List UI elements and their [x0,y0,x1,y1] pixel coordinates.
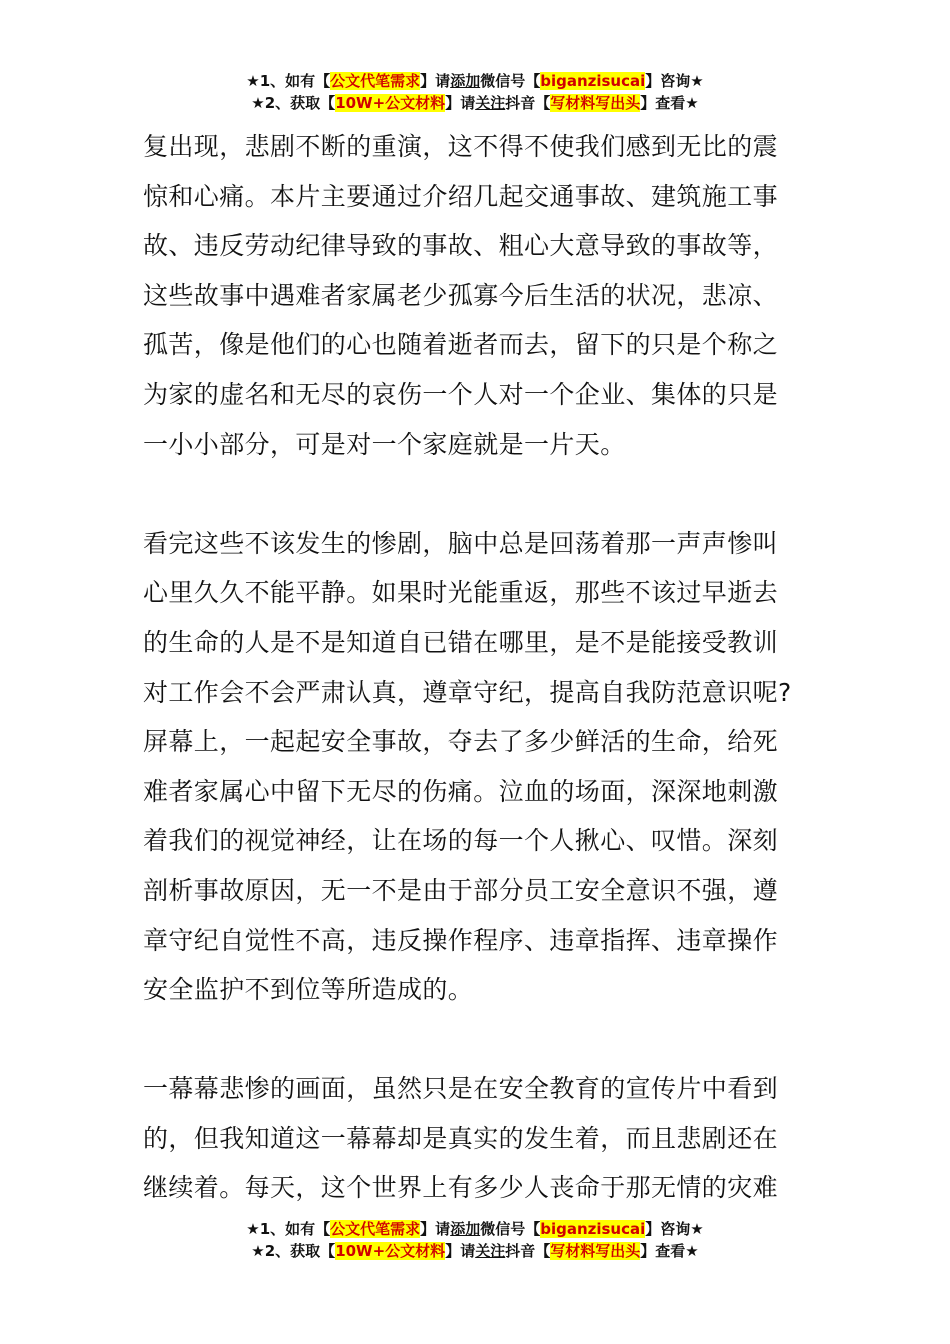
banner-emphasis: 添加 [450,1220,481,1238]
banner-highlight: 10W+公文材料 [335,94,446,112]
text-line: 复出现，悲剧不断的重演，这不得不使我们感到无比的震 [143,132,779,161]
banner-text: 】请 [445,94,476,112]
banner-text: 】咨询★ [645,1220,704,1238]
banner-line-2 [0,92,950,114]
text-line: 的，但我知道这一幕幕却是真实的发生着，而且悲剧还在 [143,1123,779,1153]
text-line: 剖析事故原因，无一不是由于部分员工安全意识不强，遵 [143,875,779,905]
text-line: 惊和心痛。本片主要通过介绍几起交通事故、建筑施工事 [143,181,779,211]
banner-text: 】请 [420,1220,451,1238]
text-line: 的生命的人是不是知道自已错在哪里，是不是能接受教训 [143,627,779,657]
banner-emphasis: 关注 [475,1242,506,1260]
banner-text: 】请 [445,1242,476,1260]
text-line: 屏幕上，一起起安全事故，夺去了多少鲜活的生命，给死 [143,727,779,757]
banner-text: 微信号【 [480,1220,541,1238]
paragraph-spacer [143,469,807,519]
banner-text: 微信号【 [480,72,541,90]
banner-text: 抖音【 [505,94,551,112]
banner-highlight: 写材料写出头 [550,1242,641,1260]
text-line: 章守纪自觉性不高，违反操作程序、违章指挥、违章操作 [143,925,779,955]
banner-text: 】查看★ [640,1242,699,1260]
text-line: 为家的虚名和无尽的哀伤一个人对一个企业、集体的只是 [143,379,779,409]
banner-emphasis: 添加 [450,72,481,90]
banner-highlight: biganzisucai [540,72,646,90]
text-line: 一幕幕悲惨的画面，虽然只是在安全教育的宣传片中看到 [143,1074,779,1104]
banner-highlight: 10W+公文材料 [335,1242,446,1260]
paragraph-1 [143,122,807,469]
header-banner [0,70,950,114]
text-line: 难者家属心中留下无尽的伤痛。泣血的场面，深深地刺激 [143,776,779,806]
text-line: 孤苦，像是他们的心也随着逝者而去，留下的只是个称之 [143,330,779,360]
text-line: 故、违反劳动纪律导致的事故、粗心大意导致的事故等， [143,231,779,261]
text-line: 继续着。每天，这个世界上有多少人丧命于那无情的灾难 [143,1173,779,1203]
banner-line-1 [0,1218,950,1240]
banner-emphasis: 关注 [475,94,506,112]
banner-text: ★2、获取【 [251,1242,336,1260]
text-line: 对工作会不会严肃认真，遵章守纪，提高自我防范意识呢? [143,677,792,707]
text-line: 安全监护不到位等所造成的。 [143,975,474,1005]
banner-text: ★1、如有【 [246,1220,331,1238]
banner-text: 】查看★ [640,94,699,112]
document-body [143,122,807,1213]
text-line: 这些故事中遇难者家属老少孤寡今后生活的状况，悲凉、 [143,280,779,310]
paragraph-2 [143,519,807,1015]
banner-text: 抖音【 [505,1242,551,1260]
banner-highlight: biganzisucai [540,1220,646,1238]
banner-highlight: 公文代笔需求 [330,72,421,90]
text-line: 一小小部分，可是对一个家庭就是一片天。 [143,429,626,459]
banner-text: ★1、如有【 [246,72,331,90]
banner-text: 】请 [420,72,451,90]
banner-highlight: 公文代笔需求 [330,1220,421,1238]
banner-text: ★2、获取【 [251,94,336,112]
text-line: 心里久久不能平静。如果时光能重返，那些不该过早逝去 [143,578,779,608]
banner-line-1 [0,70,950,92]
banner-highlight: 写材料写出头 [550,94,641,112]
banner-text: 】咨询★ [645,72,704,90]
footer-banner [0,1218,950,1262]
banner-line-2 [0,1240,950,1262]
text-line: 着我们的视觉神经，让在场的每一个人揪心、叹惜。深刻 [143,826,779,856]
paragraph-spacer [143,1015,807,1065]
text-line: 看完这些不该发生的惨剧，脑中总是回荡着那一声声惨叫 [143,528,779,558]
paragraph-3 [143,1064,807,1213]
